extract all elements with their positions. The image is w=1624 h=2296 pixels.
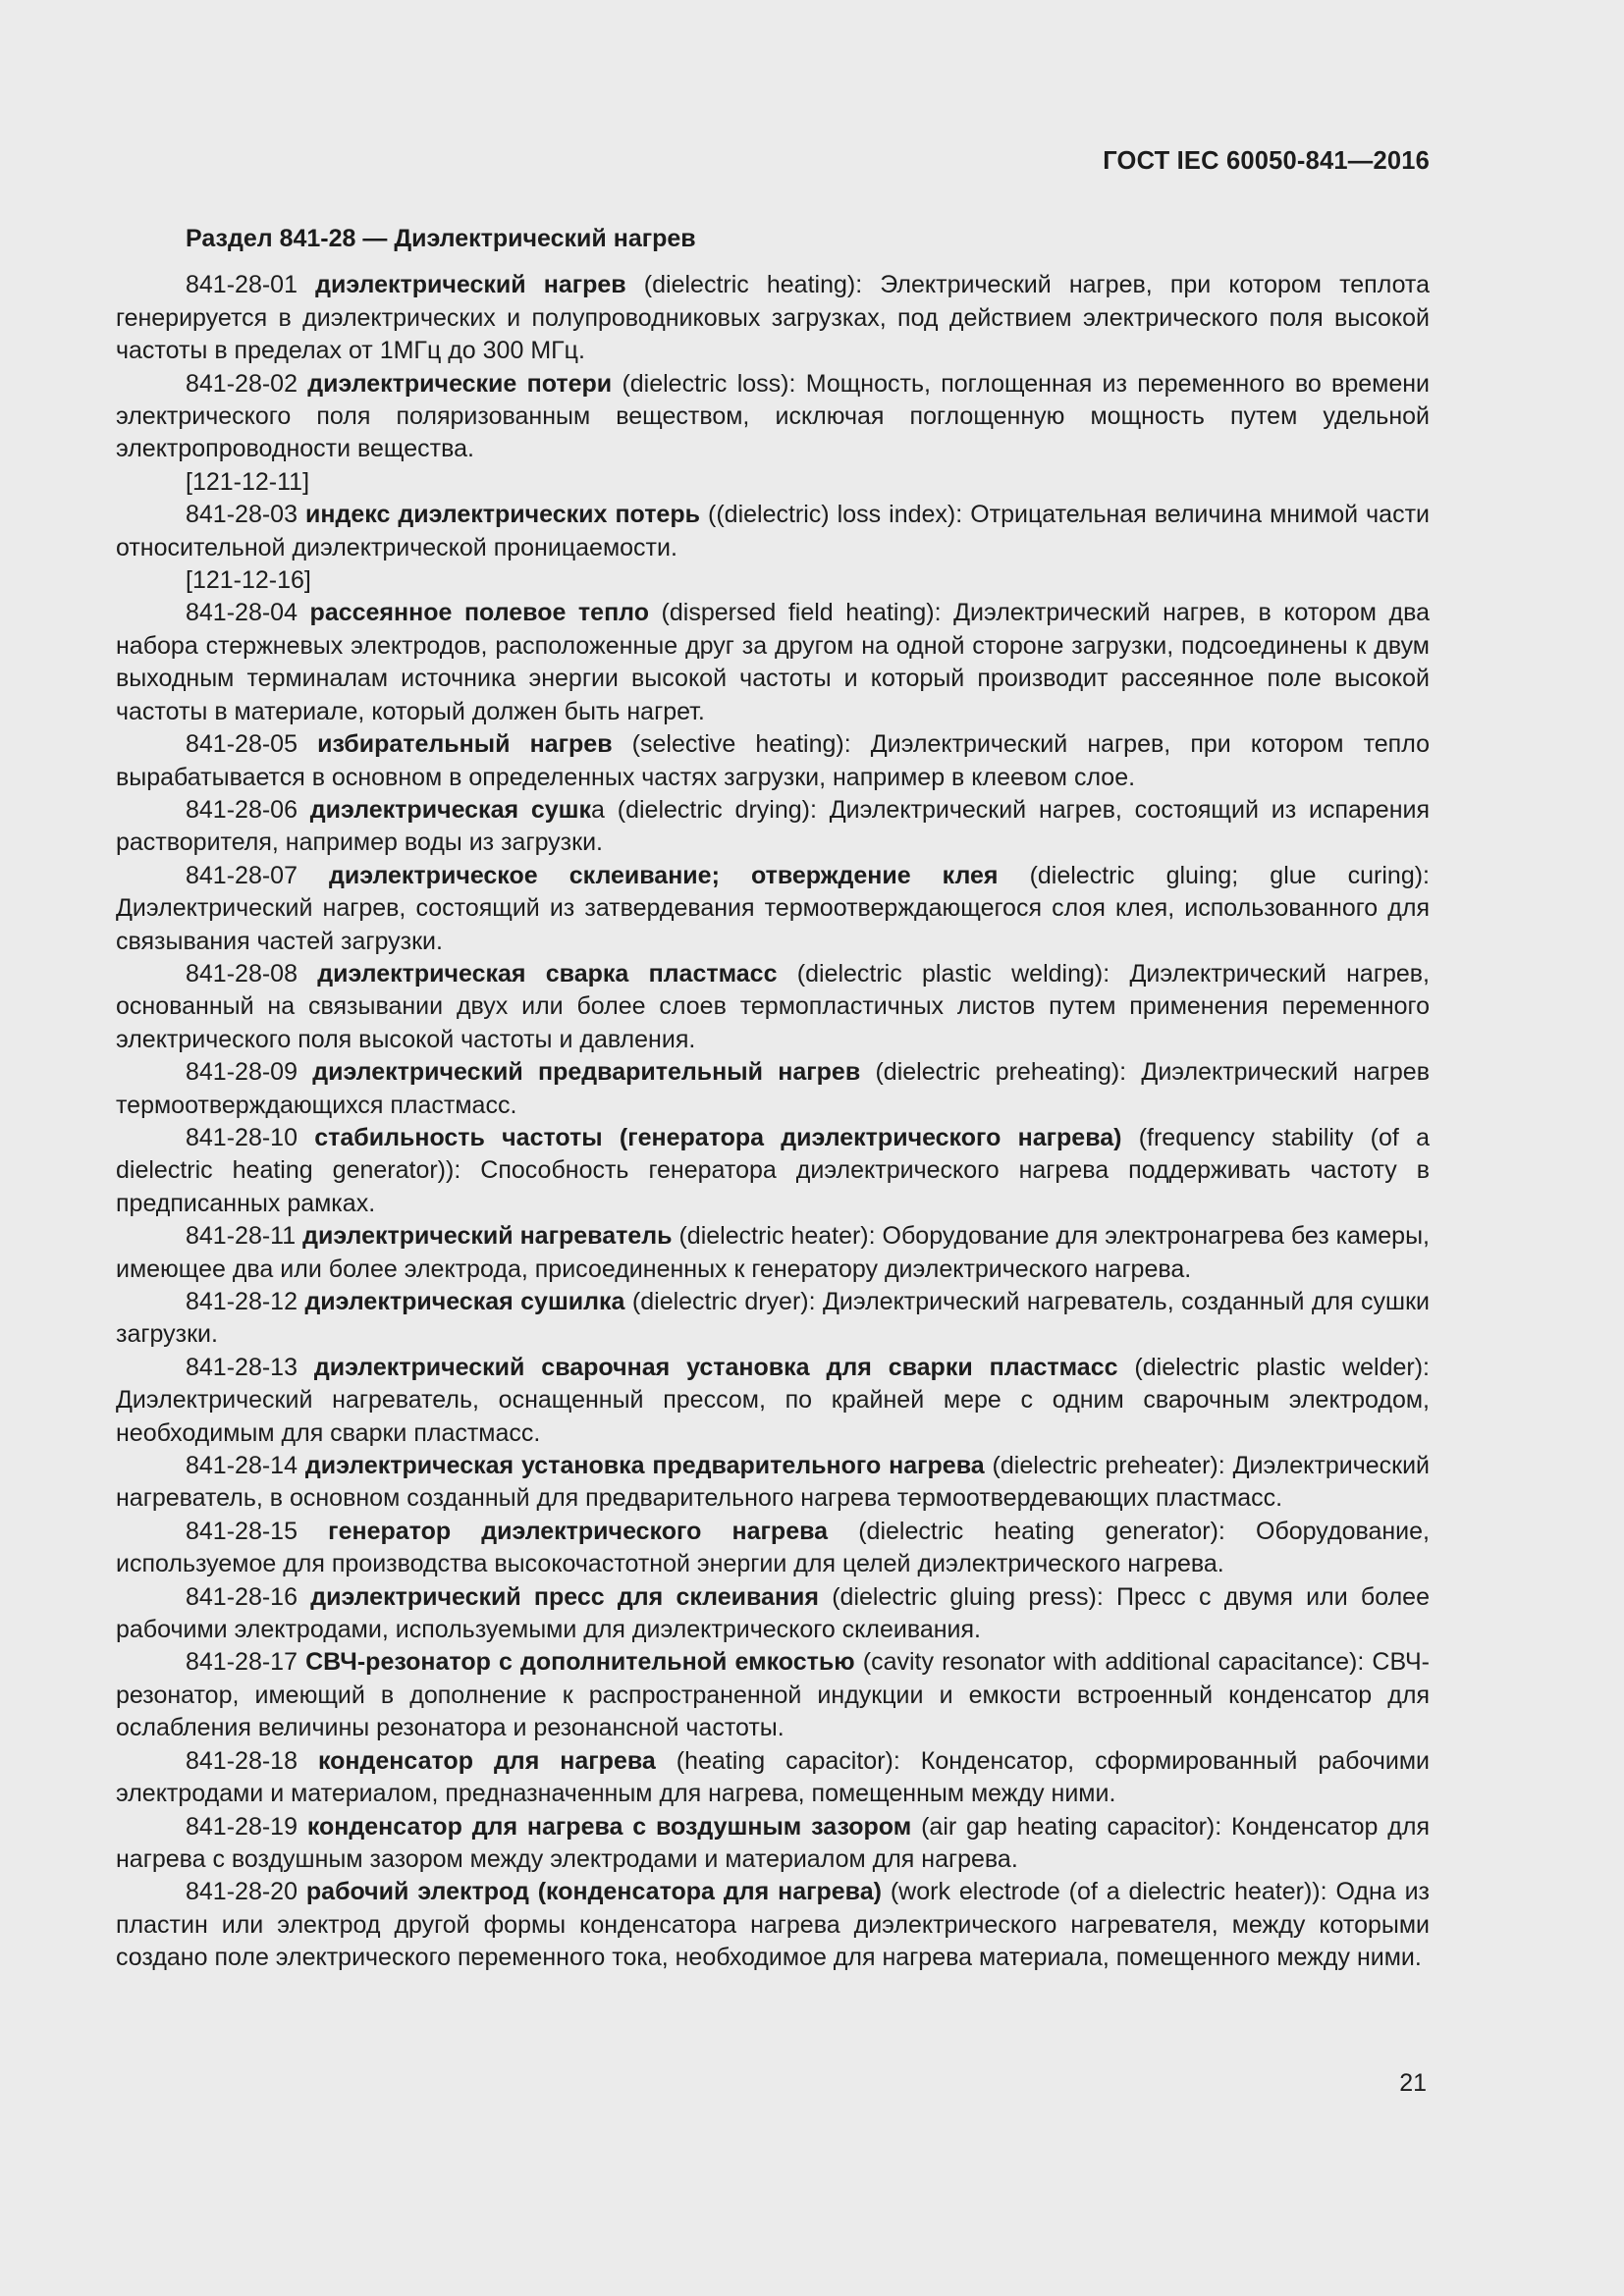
term-entry [116, 597, 1430, 728]
term-name: диэлектрическая сушк [309, 795, 592, 824]
term-definition: (selective heating): Диэлектрический нагрев, при котором тепло вырабатывается в основном в определенных частях загрузки, например в клеевом слое. [116, 730, 1430, 791]
term-name: диэлектрические потери [307, 369, 613, 398]
term-number: 841-28-08 [186, 959, 298, 988]
term-definition: (dispersed field heating): Диэлектрический нагрев, в котором два набора стержневых электродов, расположенные друг за другом на одной стороне загрузки, подсоединены к двум выходным терминалам источника энергии высокой частоты и который производит рассеянное поле высокой частоты в материале, который должен быть нагрет. [116, 599, 1430, 725]
page-number: 21 [1399, 2069, 1427, 2097]
term-entry [116, 958, 1430, 1056]
term-name: избирательный нагрев [317, 730, 613, 759]
term-entry [116, 1122, 1430, 1220]
term-name: диэлектрический пресс для склеивания [310, 1582, 820, 1611]
term-entries [116, 269, 1430, 1974]
term-number: 841-28-15 [186, 1517, 298, 1545]
document-body [116, 223, 1430, 1975]
term-definition: (work electrode (of a dielectric heater)): Одна из пластин или электрод другой формы конденсатора нагрева диэлектрического нагревателя, между которыми создано поле электрического переменного тока, необходимое для нагрева материала, помещенного между ними. [116, 1878, 1430, 1972]
section-title: Раздел 841-28 — Диэлектрический нагрев [186, 225, 696, 252]
term-number: 841-28-20 [186, 1878, 298, 1906]
term-entry [116, 499, 1430, 564]
term-entry [116, 1745, 1430, 1811]
term-number: 841-28-04 [186, 599, 298, 627]
term-number: 841-28-02 [186, 369, 298, 398]
term-definition: (dielectric dryer): Диэлектрический нагреватель, созданный для сушки загрузки. [116, 1288, 1430, 1349]
term-number: 841-28-10 [186, 1123, 298, 1151]
term-definition: (cavity resonator with additional capacitance): СВЧ-резонатор, имеющий в дополнение к распространенной индукции и емкости встроенный конденсатор для ослабления величины резонатора и резонансной частоты. [116, 1648, 1431, 1742]
term-number: 841-28-17 [186, 1648, 298, 1677]
term-definition: (dielectric preheating): Диэлектрический нагрев термоотверждающихся пластмасс. [116, 1058, 1430, 1119]
term-reference: [121-12-11] [186, 467, 310, 496]
term-number: 841-28-13 [186, 1353, 298, 1381]
term-number: 841-28-05 [186, 730, 298, 759]
term-name: диэлектрическая установка предварительного нагрева [304, 1452, 985, 1480]
term-entry [116, 794, 1430, 860]
term-name: диэлектрический нагрев [315, 271, 626, 299]
term-reference: [121-12-16] [186, 566, 311, 595]
term-number: 841-28-18 [186, 1746, 298, 1775]
term-definition: (dielectric heater): Оборудование для электронагрева без камеры, имеющее два или более электрода, присоединенных к генератору диэлектрического нагрева. [116, 1222, 1430, 1283]
term-definition: (dielectric gluing press): Пресс с двумя или более рабочими электродами, используемыми для диэлектрического склеивания. [116, 1582, 1430, 1644]
term-definition: (dielectric heating generator): Оборудование, используемое для производства высокочастотной энергии для целей диэлектрического нагрева. [116, 1517, 1430, 1578]
term-name: индекс диэлектрических потерь [305, 501, 700, 529]
term-name: стабильность частоты (генератора диэлектрического нагрева) [314, 1123, 1122, 1151]
term-number: 841-28-11 [186, 1222, 297, 1251]
term-name: рабочий электрод (конденсатора для нагрева) [305, 1878, 882, 1906]
term-entry [116, 728, 1430, 794]
term-name: конденсатор для нагрева [317, 1746, 656, 1775]
term-entry [116, 368, 1430, 466]
term-entry [116, 1450, 1430, 1516]
term-number: 841-28-07 [186, 861, 298, 889]
term-name: диэлектрическая сварка пластмасс [317, 959, 778, 988]
term-number: 841-28-16 [186, 1582, 298, 1611]
term-name: конденсатор для нагрева с воздушным зазором [306, 1812, 912, 1841]
term-entry [116, 269, 1430, 367]
term-number: 841-28-03 [186, 501, 298, 529]
term-definition: (dielectric loss): Мощность, поглощенная из переменного во времени электрического поля поляризованным веществом, исключая поглощенную мощность путем удельной электропроводности вещества. [116, 369, 1430, 463]
term-entry [116, 1811, 1430, 1877]
term-definition: (heating capacitor): Конденсатор, сформированный рабочими электродами и материалом, предназначенным для нагрева, помещенным между ними. [116, 1746, 1430, 1808]
term-definition: ((dielectric) loss index): Отрицательная величина мнимой части относительной диэлектрической проницаемости. [116, 501, 1430, 561]
term-number: 841-28-19 [186, 1812, 298, 1841]
term-name: диэлектрическая сушилка [304, 1288, 625, 1315]
term-name: генератор диэлектрического нагрева [328, 1517, 829, 1545]
term-definition: (dielectric plastic welding): Диэлектрический нагрев, основанный на связывании двух или более слоев термопластичных листов путем применения переменного электрического поля высокой частоты и давления. [116, 959, 1430, 1053]
term-definition: а (dielectric drying): Диэлектрический нагрев, состоящий из испарения растворителя, например воды из загрузки. [116, 795, 1431, 857]
term-definition: (dielectric gluing; glue curing): Диэлектрический нагрев, состоящий из затвердевания термоотверждающегося слоя клея, использованного для связывания частей загрузки. [116, 861, 1430, 955]
term-name: диэлектрический предварительный нагрев [312, 1058, 861, 1087]
term-name: рассеянное полевое тепло [309, 599, 649, 627]
term-name: диэлектрическое склеивание; отверждение клея [329, 861, 999, 889]
term-name: СВЧ-резонатор с дополнительной емкостью [305, 1648, 855, 1677]
term-entry [116, 1056, 1430, 1122]
term-entry [116, 1646, 1430, 1744]
term-number: 841-28-14 [186, 1452, 298, 1480]
term-entry [116, 1352, 1430, 1450]
term-number: 841-28-01 [186, 271, 298, 299]
term-number: 841-28-09 [186, 1058, 298, 1087]
term-entry [116, 1286, 1430, 1352]
term-entry [116, 1876, 1430, 1974]
term-name: диэлектрический сварочная установка для сварки пластмасс [313, 1353, 1118, 1381]
term-entry [116, 1220, 1430, 1286]
term-number: 841-28-06 [186, 795, 298, 824]
term-definition: (dielectric plastic welder): Диэлектрический нагреватель, оснащенный прессом, по крайней мере с одним сварочным электродом, необходимым для сварки пластмасс. [116, 1353, 1430, 1447]
term-number: 841-28-12 [186, 1288, 298, 1315]
term-name: диэлектрический нагреватель [302, 1222, 673, 1251]
term-entry [116, 1581, 1430, 1647]
term-entry [116, 860, 1430, 958]
term-definition: (dielectric heating): Электрический нагрев, при котором теплота генерируется в диэлектрических и полупроводниковых загрузках, под действием электрического поля высокой частоты в пределах от 1МГц до 300 МГц. [116, 271, 1430, 365]
term-definition: (dielectric preheater): Диэлектрический нагреватель, в основном созданный для предварительного нагрева термоотвердевающих пластмасс. [116, 1452, 1431, 1513]
term-definition: (frequency stability (of a dielectric heating generator)): Способность генератора диэлектрического нагрева поддерживать частоту в предписанных рамках. [116, 1123, 1430, 1217]
term-definition: (air gap heating capacitor): Конденсатор для нагрева с воздушным зазором между электродами и материалом для нагрева. [116, 1812, 1431, 1873]
document-code-header: ГОСТ IEC 60050-841—2016 [1103, 147, 1430, 175]
term-entry [116, 1516, 1430, 1581]
